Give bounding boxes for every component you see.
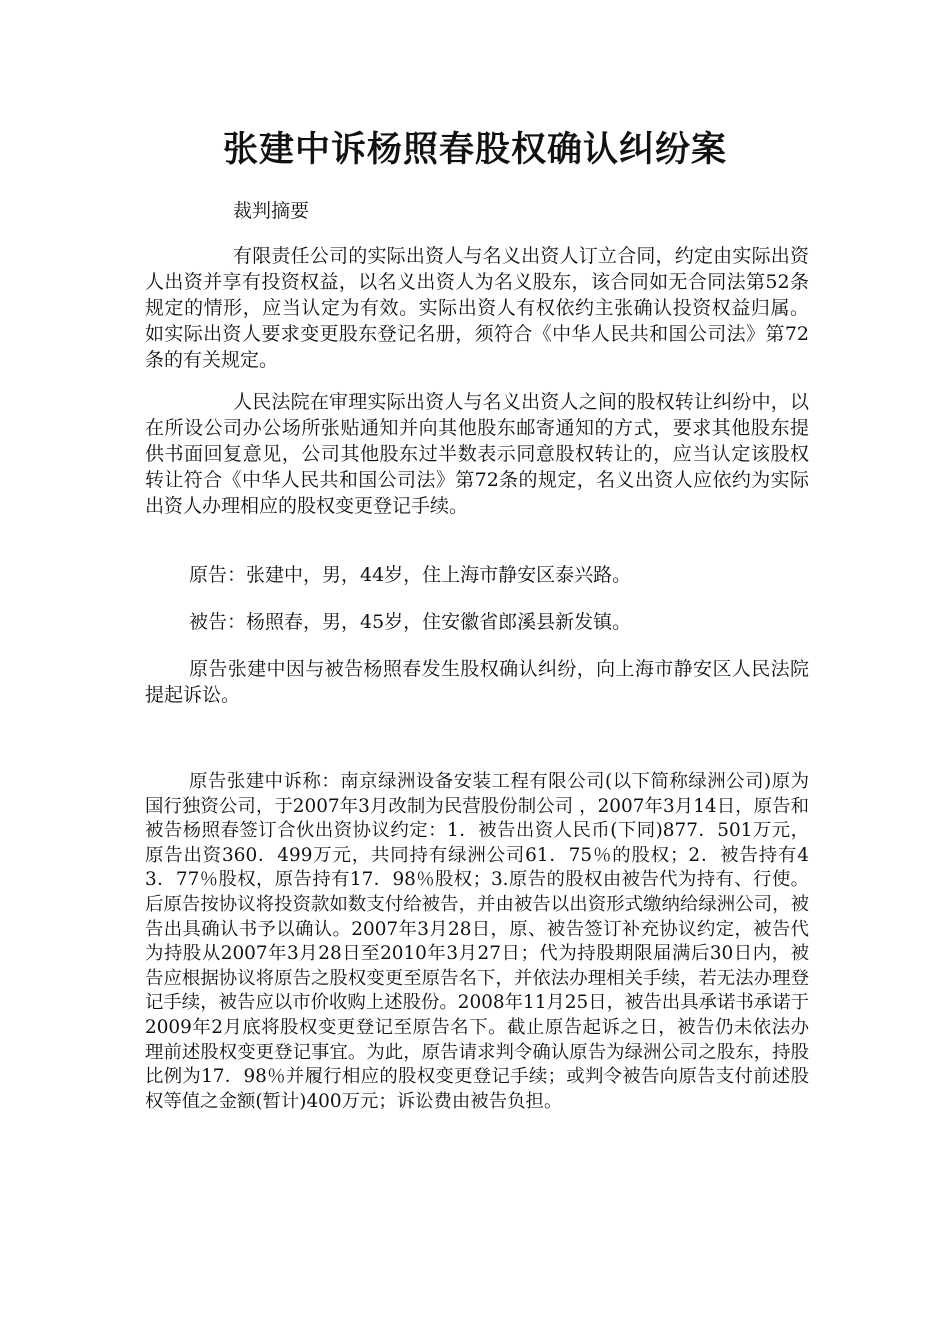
document-title: 张建中诉杨照春股权确认纠纷案 [222,130,727,170]
plaintiff-claim-paragraph: 原告张建中诉称：南京绿洲设备安装工程有限公司(以下简称绿洲公司)原为国行独资公司，于2007年3月改制为民营股份制公司 ，2007年3月14日，原告和被告杨照春签订合伙出资协议约定：1．被告出资人民币(下同)877．501万元，原告出资360．499万元，共同持有绿洲公司61．75％的股权；2．被告持有43．77％股权，原告持有17．98％股权；3.原告的股权由被告代为持有、行使。后原告按协议将投资款如数支付给被告，并由被告以出资形式缴纳给绿洲公司，被告出具确认书予以确认。2007年3月28日，原、被告签订补充协议约定，被告代为持股从2007年3月28日至2010年3月27日；代为持股期限届满后30日内，被告应根据协议将原告之股权变更至原告名下，并依法办理相关手续，若无法办理登记手续，被告应以市价收购上述股份。2008年11月25日，被告出具承诺书承诺于2009年2月底将股权变更登记至原告名下。截止原告起诉之日，被告仍未依法办理前述股权变更登记事宜。为此，原告请求判令确认原告为绿洲公司之股东，持股比例为17．98％并履行相应的股权变更登记手续；或判令被告向原告支付前述股权等值之金额(暂计)400万元；诉讼费由被告负担。 [145,771,809,1112]
defendant-info: 被告：杨照春，男，45岁，住安徽省郎溪县新发镇。 [189,611,632,633]
summary-paragraph-2: 人民法院在审理实际出资人与名义出资人之间的股权转让纠纷中，以在所设公司办公场所张贴通知并向其他股东邮寄通知的方式，要求其他股东提供书面回复意见，公司其他股东过半数表示同意股权转让的，应当认定该股权转让符合《中华人民共和国公司法》第72条的规定，名义出资人应依约为实际出资人办理相应的股权变更登记手续。 [145,391,809,517]
summary-paragraph-1: 有限责任公司的实际出资人与名义出资人订立合同，约定由实际出资人出资并享有投资权益，以名义出资人为名义股东，该合同如无合同法第52条规定的情形，应当认定为有效。实际出资人有权依约主张确认投资权益归属。如实际出资人要求变更股东登记名册，须符合《中华人民共和国公司法》第72条的有关规定。 [145,245,809,371]
plaintiff-info: 原告：张建中，男，44岁，住上海市静安区泰兴路。 [189,564,632,586]
filing-statement: 原告张建中因与被告杨照春发生股权确认纠纷，向上海市静安区人民法院提起诉讼。 [145,658,809,706]
summary-heading: 裁判摘要 [233,200,310,222]
